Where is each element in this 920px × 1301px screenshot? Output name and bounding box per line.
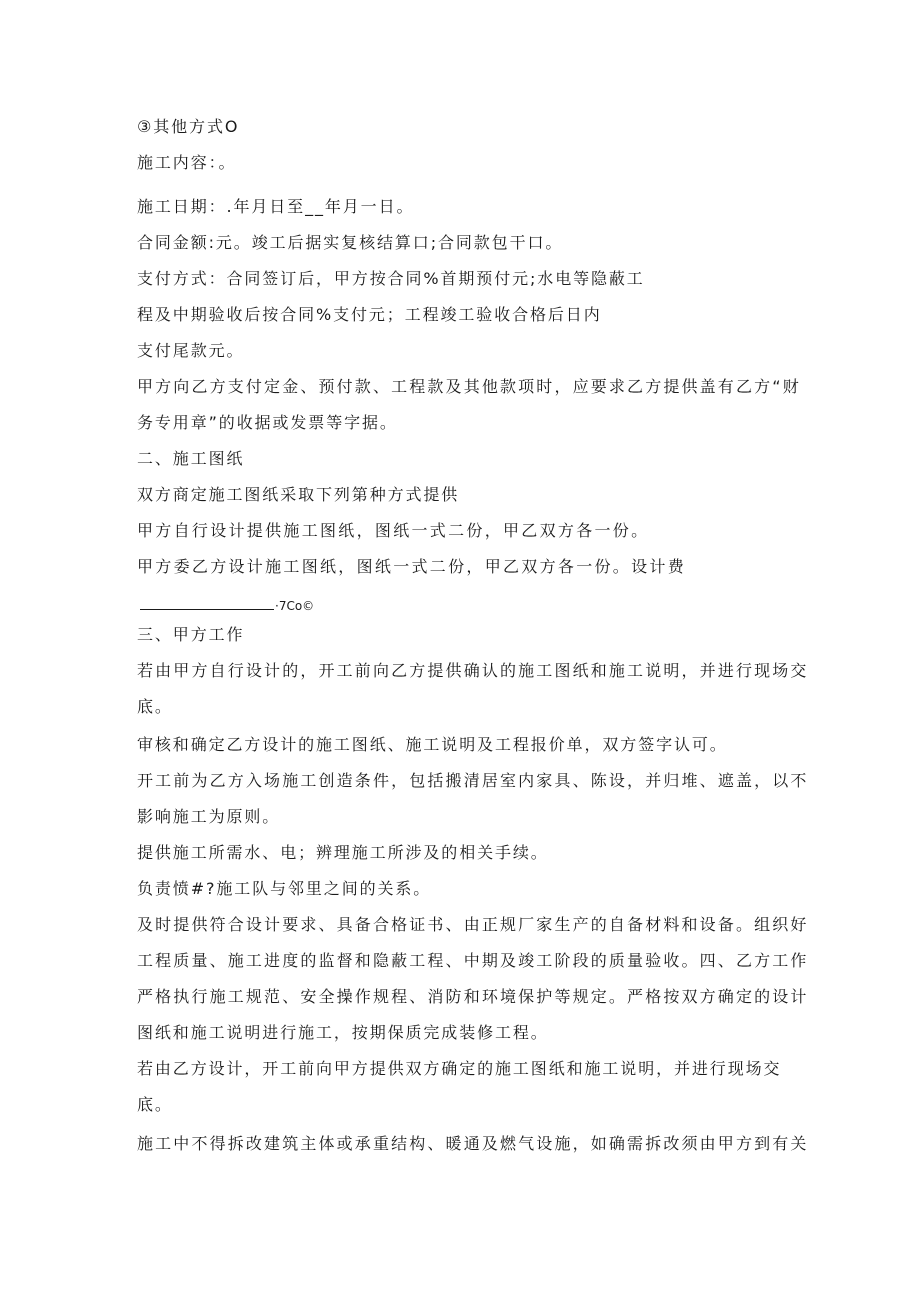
construction-dates: 施工日期：.年月日至__年月一日。	[137, 197, 415, 216]
party-b-duty-1-line-2: 图纸和施工说明进行施工，按期保质完成装修工程。	[137, 1023, 549, 1042]
party-a-duty-2: 审核和确定乙方设计的施工图纸、施工说明及工程报价单，双方签字认可。	[137, 735, 728, 754]
party-b-duty-1-line-1: 严格执行施工规范、安全操作规程、消防和环境保护等规定。严格按双方确定的设计	[137, 987, 809, 1006]
contract-amount: 合同金额:元。竣工后据实复核结算口;合同款包干口。	[137, 233, 564, 252]
party-a-duty-1-line-2: 底。	[137, 697, 173, 716]
party-b-duty-2-line-1: 若由乙方设计，开工前向甲方提供双方确定的施工图纸和施工说明，并进行现场交	[137, 1059, 782, 1078]
party-b-duty-3-line-1: 施工中不得拆改建筑主体或承重结构、暖通及燃气设施，如确需拆改须由甲方到有关	[137, 1134, 809, 1153]
party-b-duty-2-line-2: 底。	[137, 1095, 173, 1114]
fee-blank-underline	[140, 608, 274, 610]
payment-method-line-1: 支付方式：合同签订后，甲方按合同%首期预付元;水电等隐蔽工	[137, 269, 645, 288]
drawing-option-self-design: 甲方自行设计提供施工图纸，图纸一式二份，甲乙双方各一份。	[137, 521, 650, 540]
construction-content: 施工内容：。	[137, 153, 237, 172]
receipt-requirement-line-1: 甲方向乙方支付定金、预付款、工程款及其他款项时，应要求乙方提供盖有乙方“财	[137, 377, 801, 396]
payment-method-line-2: 程及中期验收后按合同%支付元；工程竣工验收合格后日内	[137, 305, 602, 324]
payment-method-line-3: 支付尾款元。	[137, 341, 245, 360]
section-3-heading: 三、甲方工作	[137, 625, 245, 644]
section-2-heading: 二、施工图纸	[137, 449, 245, 468]
party-a-duty-7-and-section-4: 工程质量、施工进度的监督和隐蔽工程、中期及竣工阶段的质量验收。四、乙方工作	[137, 951, 809, 970]
design-fee-line	[140, 596, 314, 616]
drawing-option-commission: 甲方委乙方设计施工图纸，图纸一式二份，甲乙双方各一份。设计费	[137, 557, 687, 576]
party-a-duty-5: 负责愤#?施工队与邻里之间的关系。	[137, 879, 432, 898]
payment-option-3: ③其他方式O	[137, 117, 240, 136]
party-a-duty-6: 及时提供符合设计要求、具备合格证书、由正规厂家生产的自备材料和设备。组织好	[137, 915, 809, 934]
receipt-requirement-line-2: 务专用章”的收据或发票等字据。	[137, 413, 398, 432]
party-a-duty-3-line-2: 影响施工为原则。	[137, 807, 281, 826]
party-a-duty-3-line-1: 开工前为乙方入场施工创造条件，包括搬清居室内家具、陈设，并归堆、遮盖，以不	[137, 771, 809, 790]
party-a-duty-1-line-1: 若由甲方自行设计的，开工前向乙方提供确认的施工图纸和施工说明，并进行现场交	[137, 661, 809, 680]
drawing-method-intro: 双方商定施工图纸采取下列第种方式提供	[137, 485, 460, 504]
party-a-duty-4: 提供施工所需水、电；辨理施工所涉及的相关手续。	[137, 843, 549, 862]
design-fee-value: ·7Co©	[275, 599, 315, 613]
